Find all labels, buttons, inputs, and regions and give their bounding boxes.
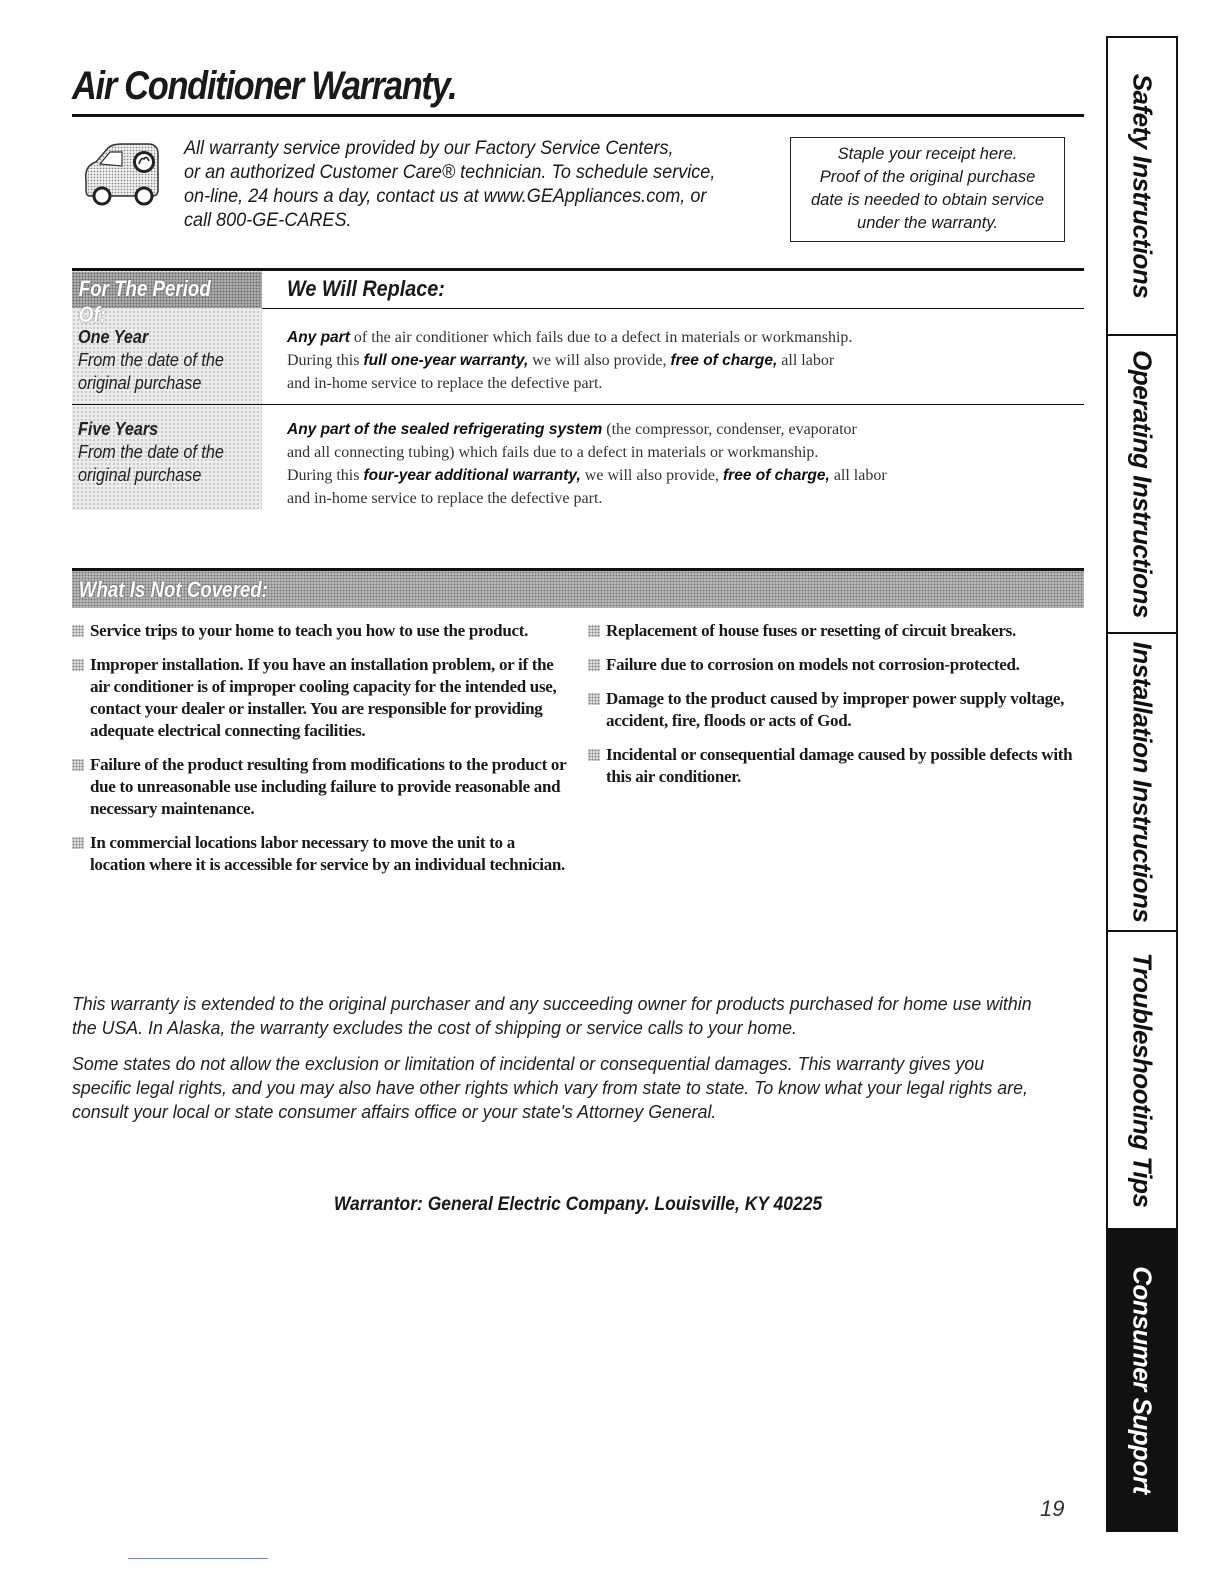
service-line: call 800-GE-CARES. [184,210,352,231]
service-info [184,137,745,233]
tab-troubleshooting-tips[interactable]: Troubleshooting Tips [1108,932,1176,1230]
service-line: All warranty service provided by our Factory Service Centers, [184,138,674,159]
legal-rights-paragraph: Some states do not allow the exclusion or limitation of incidental or consequential damages. This warranty gives you specific legal rights, and you may also have other rights which vary from state to state. To know what your legal rights are, consult your local or state consumer affairs office or your state's Attorney General. [72,1053,1028,1122]
list-item: In commercial locations labor necessary to move the unit to a location where it is accessible for service by an individual technician. [72,832,568,876]
row-rule [72,404,1084,405]
receipt-box [790,137,1065,242]
receipt-line: date is needed to obtain service [811,191,1044,209]
list-item: Failure of the product resulting from modifications to the product or due to unreasonable use including failure to provide reasonable and necessary maintenance. [72,754,568,820]
page-number: 19 [1040,1496,1065,1521]
bullet-icon [72,659,84,671]
bullet-icon [588,693,600,705]
bottom-divider [128,1558,268,1559]
bullet-icon [72,759,84,771]
not-covered-right-column [588,620,1084,800]
period-header: For The Period Of: [72,272,262,308]
receipt-line: Staple your receipt here. [837,145,1018,163]
warranty-extent-paragraph: This warranty is extended to the original purchaser and any succeeding owner for products purchased for home use within the USA. In Alaska, the warranty excludes the cost of shipping or service calls to your home. [72,993,1032,1038]
coverage-one-year: Any part of the air conditioner which fails due to a defect in materials or workmanship. During this full one-year warranty, we will also provide, free of charge, all labor and in-home service to replace the defective part. [287,329,853,392]
bullet-icon [588,625,600,637]
period-one-year: One Year From the date of the original purchase [78,327,224,393]
receipt-line: Proof of the original purchase [819,168,1036,186]
period-five-years: Five Years From the date of the original purchase [78,419,224,485]
replace-header: We Will Replace: [287,276,445,301]
tab-operating-instructions[interactable]: Operating Instructions [1108,336,1176,634]
service-line: or an authorized Customer Care® technician. To schedule service, [184,162,716,183]
list-item: Service trips to your home to teach you how to use the product. [72,620,568,642]
tab-consumer-support[interactable]: Consumer Support [1108,1230,1176,1530]
bullet-icon [588,749,600,761]
bullet-icon [72,625,84,637]
list-item: Incidental or consequential damage caused by possible defects with this air conditioner. [588,744,1084,788]
service-line: on-line, 24 hours a day, contact us at www.GEAppliances.com, or [184,186,707,207]
list-item: Failure due to corrosion on models not corrosion-protected. [588,654,1084,676]
table-top-rule [72,268,1084,271]
tab-installation-instructions[interactable]: Installation Instructions [1108,634,1176,932]
bullet-icon [72,837,84,849]
receipt-line: under the warranty. [857,214,998,232]
tab-safety-instructions[interactable]: Safety Instructions [1108,38,1176,336]
title-rule [72,114,1084,117]
not-covered-header: What Is Not Covered: [72,568,1084,608]
service-van-icon [78,140,164,208]
section-tabs [1106,36,1178,1532]
header-rule [262,308,1084,309]
list-item: Improper installation. If you have an installation problem, or if the air conditioner is of improper cooling capacity for the intended use, contact your dealer or installer. You are responsible for providing adequate electrical connecting facilities. [72,654,568,742]
page-title: Air Conditioner Warranty. [72,64,457,108]
coverage-five-years: Any part of the sealed refrigerating system (the compressor, condenser, evaporator and all connecting tubing) which fails due to a defect in materials or workmanship. During this four-year additional warranty, we will also provide, free of charge, all labor and in-home service to replace the defective part. [287,421,887,507]
warrantor: Warrantor: General Electric Company. Louisville, KY 40225 [333,1194,823,1215]
list-item: Replacement of house fuses or resetting of circuit breakers. [588,620,1084,642]
bullet-icon [588,659,600,671]
not-covered-left-column [72,620,568,888]
list-item: Damage to the product caused by improper power supply voltage, accident, fire, floods or acts of God. [588,688,1084,732]
